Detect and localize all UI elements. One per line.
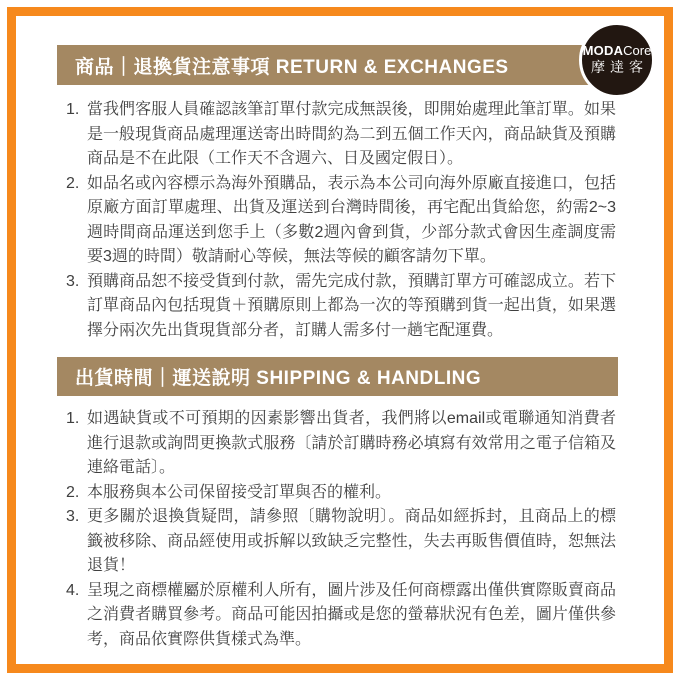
section-header-returns <box>57 45 618 85</box>
section-header-returns-label: 商品｜退換貨注意事項 RETURN & EXCHANGES <box>75 56 509 78</box>
section-header-shipping-label: 出貨時間｜運送說明 SHIPPING & HANDLING <box>75 368 482 389</box>
logo-brand-bold: MODA <box>582 43 624 59</box>
logo-brand-cjk: 摩達客 <box>591 59 648 76</box>
shipping-item-4: 呈現之商標權屬於原權利人所有，圖片涉及任何商標露出僅供實際販賣商品之消費者購買參考。商品可能因拍攝或是您的螢幕狀況有色差，圖片僅供參考，商品依實際供貨樣式為準。 <box>87 581 616 648</box>
returns-item-3: 預購商品恕不接受貨到付款，需先完成付款，預購訂單方可確認成立。若下訂單商品內包括現貨＋預購原則上都為一次的等預購到貨一起出貨，如果選擇分兩次先出貨現貨部分者，訂購人需多付一趟宅配運費。 <box>87 272 616 339</box>
shipping-item-1: 如遇缺貨或不可預期的因素影響出貨者，我們將以email或電聯通知消費者進行退款或詢問更換款式服務〔請於訂購時務必填寫有效常用之電子信箱及連絡電話〕。 <box>87 410 616 476</box>
shipping-item-2: 本服務與本公司保留接受訂單與否的權利。 <box>87 483 392 501</box>
returns-item-1: 當我們客服人員確認該筆訂單付款完成無誤後，即開始處理此筆訂單。如果是一般現貨商品處理運送寄出時間約為二到五個工作天內，商品缺貨及預購商品是不在此限（工作天不含週六、日及國定假日）。 <box>87 101 616 167</box>
shipping-notice-list <box>66 407 616 652</box>
returns-item-2: 如品名或內容標示為海外預購品，表示為本公司向海外原廠直接進口，包括原廠方面訂單處理、出貨及運送到台灣時間後，再宅配出貨給您，約需2~3週時間商品運送到您手上（多數2週內會到貨，少部分款式會因生產調度需要3週的時間）敬請耐心等候，無法等候的顧客請勿下單。 <box>87 174 616 265</box>
logo-brand-latin <box>583 44 652 59</box>
returns-notice-list <box>66 98 616 343</box>
section-header-shipping <box>57 357 618 396</box>
modacore-logo <box>579 22 655 98</box>
logo-brand-light: Core <box>623 43 652 59</box>
shipping-item-3: 更多關於退換貨疑問，請參照〔購物說明〕。商品如經拆封，且商品上的標籤被移除、商品經使用或拆解以致缺乏完整性，失去再販售價值時，恕無法退貨！ <box>87 508 616 574</box>
